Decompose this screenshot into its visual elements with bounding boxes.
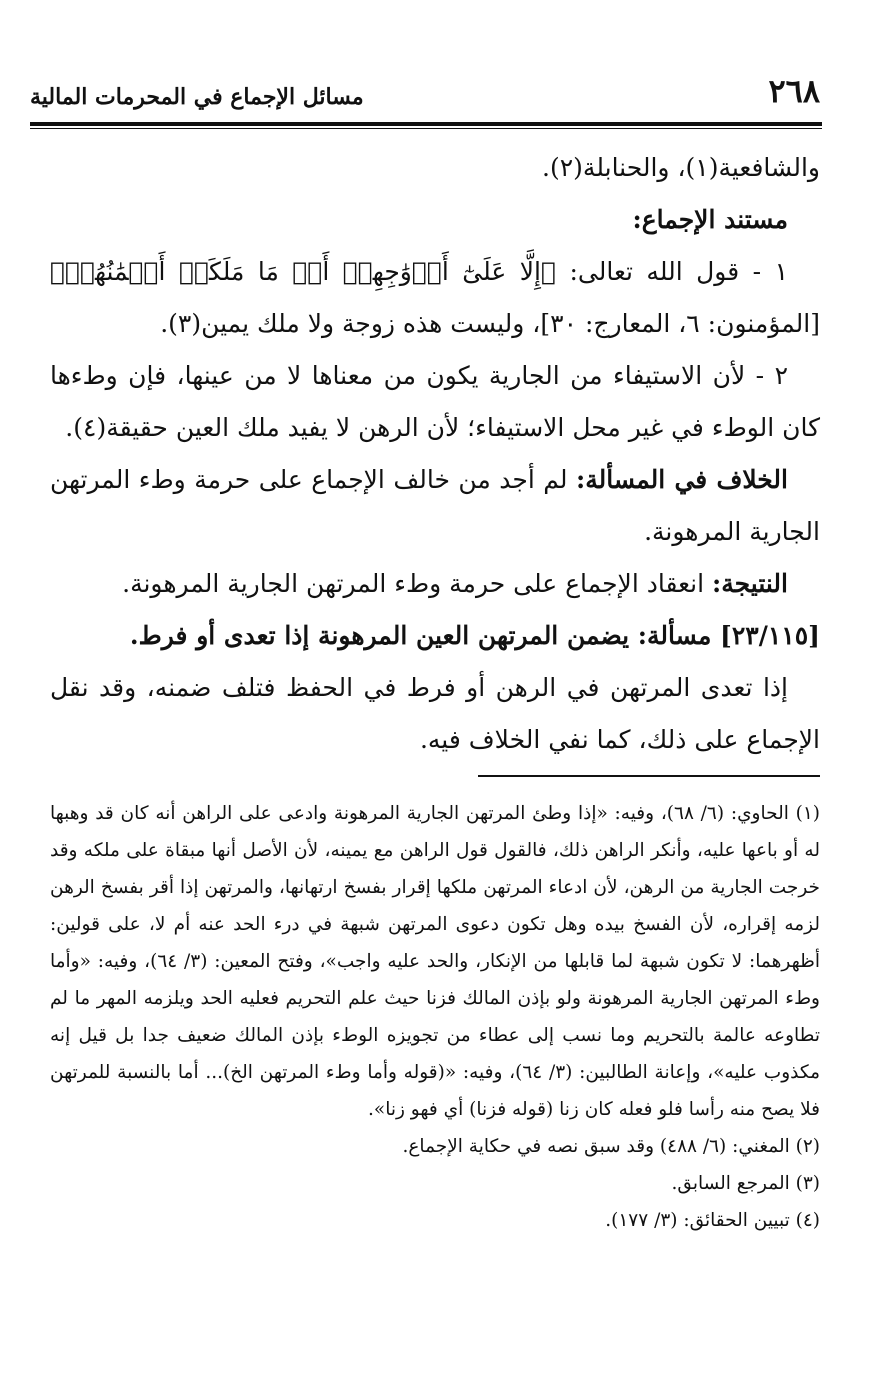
main-text bbox=[50, 142, 820, 766]
basis-heading: مستند الإجماع: bbox=[632, 205, 788, 234]
footnote-4: (٤) تبيين الحقائق: (٣/ ١٧٧). bbox=[605, 1210, 820, 1231]
result-text: انعقاد الإجماع على حرمة وطء المرتهن الجارية المرهونة. bbox=[122, 569, 705, 598]
footnotes bbox=[50, 795, 820, 1239]
page-number: ٢٦٨ bbox=[768, 72, 820, 110]
basis-point-2: ٢ - لأن الاستيفاء من الجارية يكون من معناها لا من عينها، فإن وطءها كان الوطء في غير محل الاستيفاء؛ لأن الرهن لا يفيد ملك العين حقيقة(٤). bbox=[50, 361, 820, 442]
running-title: مسائل الإجماع في المحرمات المالية bbox=[30, 84, 364, 110]
footnote-2: (٢) المغني: (٦/ ٤٨٨) وقد سبق نصه في حكاية الإجماع. bbox=[402, 1136, 820, 1157]
page-header bbox=[30, 72, 820, 122]
dispute-label: الخلاف في المسألة: bbox=[576, 465, 788, 494]
issue-text: إذا تعدى المرتهن في الرهن أو فرط في الحفظ فتلف ضمنه، وقد نقل الإجماع على ذلك، كما نفي الخلاف فيه. bbox=[50, 673, 820, 754]
footnote-separator bbox=[478, 775, 820, 777]
basis-point-1: ١ - قول الله تعالى: ﴿إِلَّا عَلَىٰٓ أَزۡوَٰجِهِمۡ أَوۡ مَا مَلَكَتۡ أَيۡمَٰنُهُمۡ﴾ [المؤمنون: ٦، المعارج: ٣٠]، وليست هذه زوجة ولا ملك يمين(٣). bbox=[50, 257, 820, 338]
footnote-1: (١) الحاوي: (٦/ ٦٨)، وفيه: «إذا وطئ المرتهن الجارية المرهونة وادعى على الراهن أنه كان قد وهبها له أو باعها عليه، وأنكر الراهن ذلك، فالقول قول الراهن مع يمينه، لأن الأصل أنها مبقاة على ملكه وقد خرجت الجارية من الرهن، لأن ادعاء المرتهن ملكها إقرار بفسخ ارتهانها، والمرتهن إذا أقر بفسخ الرهن لزمه إقراره، لأن الفسخ بيده وهل تكون دعوى المرتهن شبهة في درء الحد عنه أم لا، على قولين: أظهرهما: لا تكون شبهة لما قابلها من الإنكار، والحد عليه واجب»، وفتح المعين: (٣/ ٦٤)، وفيه: «وأما وطء المرتهن الجارية المرهونة ولو بإذن المالك فزنا حيث علم التحريم فعليه الحد ويلزمه المهر ما لم تطاوعه عالمة بالتحريم وما نسب إلى عطاء من تجويزه الوطء بإذن المالك ضعيف جدا بل قيل إنه مكذوب عليه»، وإعانة الطالبين: (٣/ ٦٤)، وفيه: «(قوله وأما وطء المرتهن الخ)... أما بالنسبة للمرتهن فلا يصح منه رأسا فلو فعله كان زنا (قوله فزنا) أي فهو زنا». bbox=[50, 803, 820, 1120]
issue-title: [٢٣/١١٥] مسألة: يضمن المرتهن العين المرهونة إذا تعدى أو فرط. bbox=[129, 621, 820, 650]
dispute-text: لم أجد من خالف الإجماع على حرمة وطء المرتهن الجارية المرهونة. bbox=[50, 465, 820, 546]
result-paragraph bbox=[50, 558, 820, 610]
footnote-3: (٣) المرجع السابق. bbox=[671, 1173, 820, 1194]
header-rule bbox=[30, 122, 822, 126]
result-label: النتيجة: bbox=[712, 569, 788, 598]
dispute-paragraph bbox=[50, 454, 820, 558]
header-rule-thin bbox=[30, 128, 822, 129]
schools-line: والشافعية(١)، والحنابلة(٢). bbox=[542, 153, 820, 182]
